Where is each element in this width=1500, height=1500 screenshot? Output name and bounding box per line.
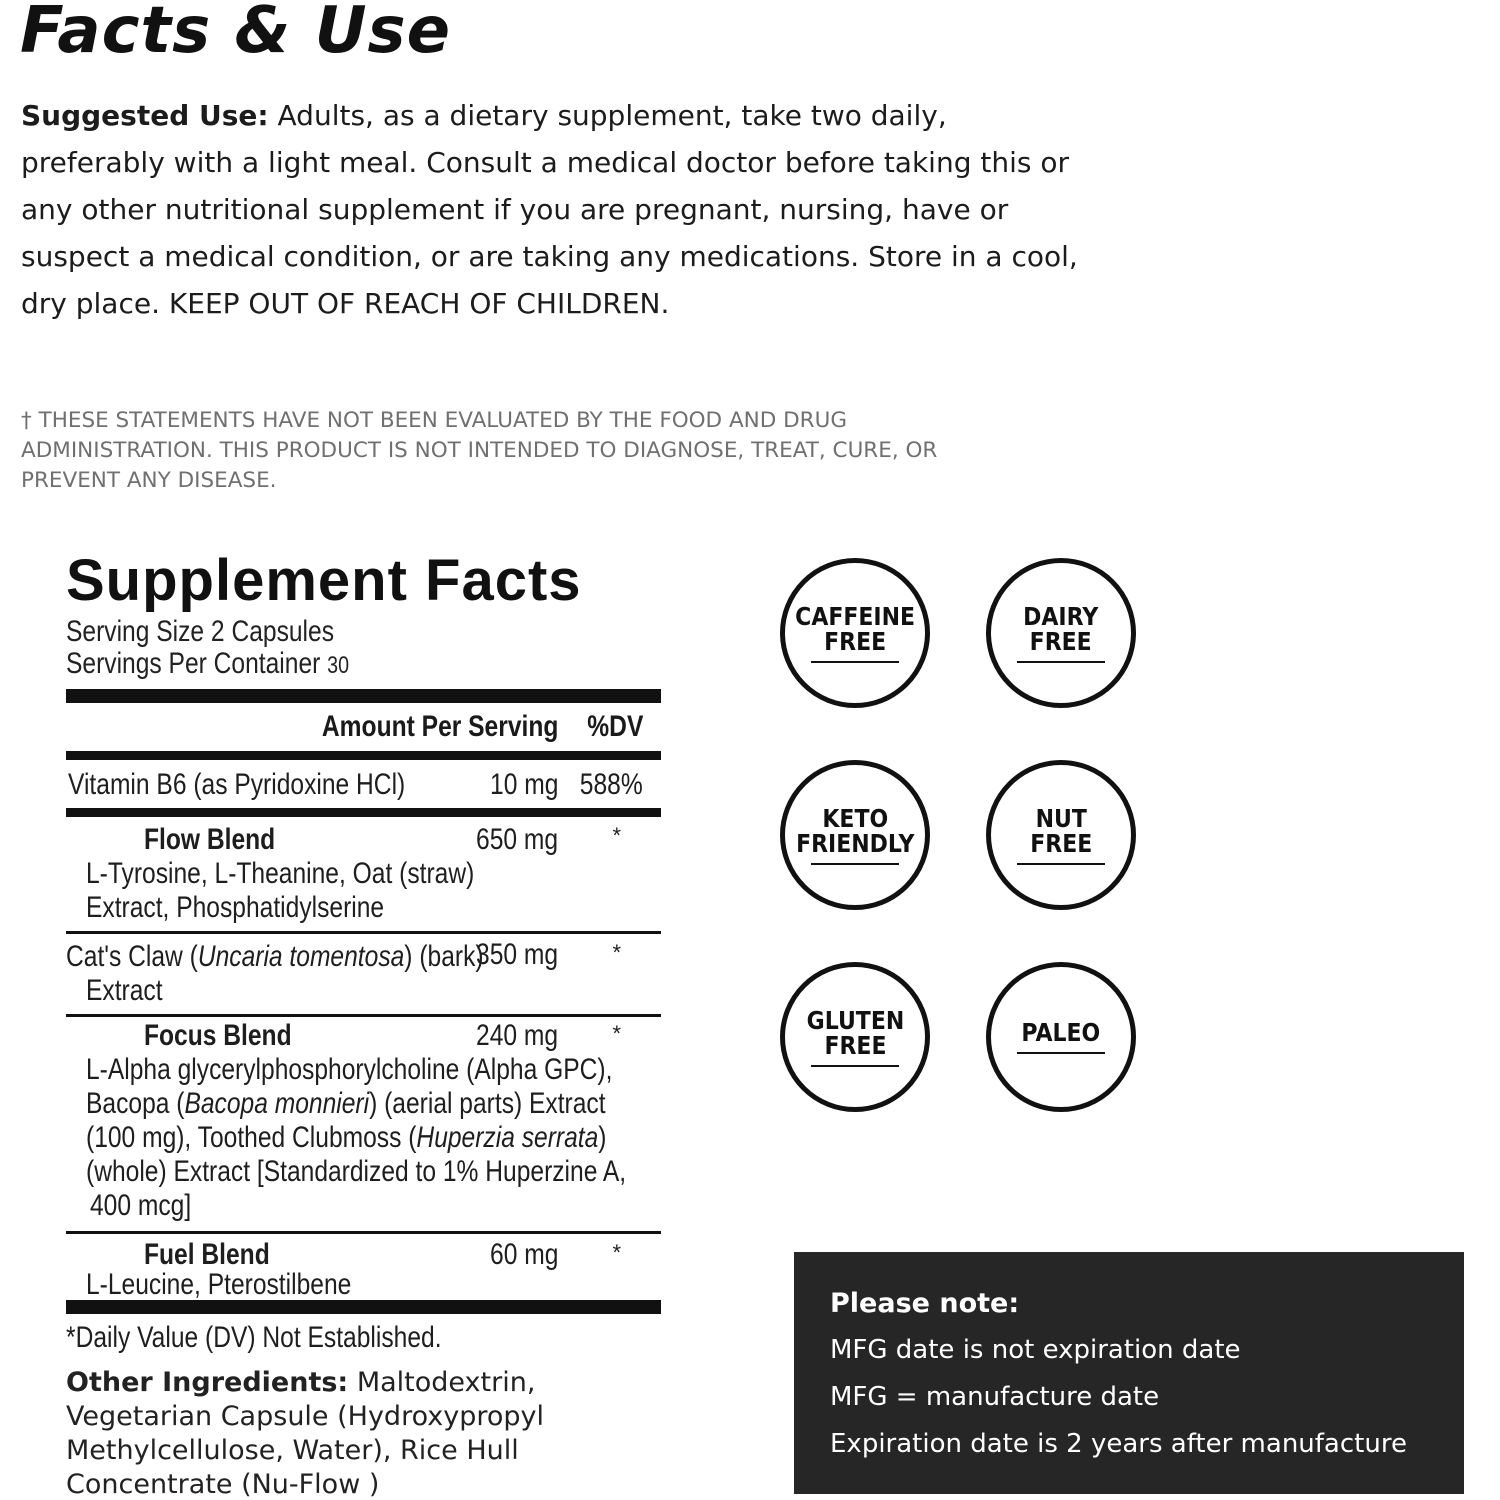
table-row [66,760,661,808]
suggested-use-label: Suggested Use: [21,99,269,132]
flow-blend-ingredients-1: L-Tyrosine, L-Theanine, Oat (straw) [86,857,475,890]
mfg-date-note-box [794,1252,1464,1494]
suggested-use-text: Adults, as a dietary supplement, take two daily, preferably with a light meal. Consult a medical doctor before taking this or any other nutritional supplement if you are pregnant, nursing, have or suspect a medical condition, or are taking any medications. Store in a cool, dry place. KEEP OUT OF REACH OF CHILDREN. [21,99,1078,320]
badge-underline [1017,1052,1105,1054]
focus-blend-dv: * [612,1021,621,1046]
divider-thick [66,1300,661,1314]
focus-blend-ingredients-4: (whole) Extract [Standardized to 1% Huperzine A, [86,1155,627,1188]
table-row [66,1234,661,1300]
badge-label: PALEO [1021,1018,1101,1047]
cats-claw-dv: * [612,940,621,965]
caffeine-free-badge [780,558,930,708]
badge-underline [1017,661,1105,663]
focus-blend-ingredients-2 [86,1087,606,1121]
vitamin-dv: 588% [580,768,643,801]
badge-label: GLUTEN FREE [806,1005,904,1060]
flow-blend-dv: * [612,823,621,848]
divider-thick [66,689,661,703]
cats-claw-suffix: ) (bark) [404,940,484,973]
note-line: MFG date is not expiration date [830,1335,1241,1365]
focus-line3-pre: (100 mg), Toothed Clubmoss ( [86,1121,417,1154]
nut-free-badge [986,760,1136,910]
badge-underline [1017,863,1105,865]
other-ingredients [66,1366,661,1500]
fuel-blend-dv: * [612,1240,621,1265]
fda-disclaimer: † THESE STATEMENTS HAVE NOT BEEN EVALUATED BY THE FOOD AND DRUG ADMINISTRATION. THIS PRODUCT IS NOT INTENDED TO DIAGNOSE, TREAT, CURE, OR PREVENT ANY DISEASE. [21,408,938,493]
fuel-blend-amount: 60 mg [489,1238,558,1271]
badge-underline [811,863,899,865]
dairy-free-badge [986,558,1136,708]
keto-friendly-badge [780,760,930,910]
other-ingredients-text: Maltodextrin, Vegetarian Capsule (Hydroxypropyl Methylcellulose, Water), Rice Hull Concentrate (Nu-Flow ) [66,1367,545,1500]
facts-title: Supplement Facts [66,548,582,613]
dv-note [66,1320,661,1356]
supplement-facts-panel [66,546,661,1500]
badge-label: KETO FRIENDLY [795,803,915,858]
badge-label: DAIRY FREE [1023,601,1099,656]
focus-line3-post: ) [598,1121,607,1154]
focus-blend-ingredients-1: L-Alpha glycerylphosphorylcholine (Alpha GPC), [86,1053,613,1086]
cats-claw-latin: Uncaria tomentosa [197,940,405,973]
focus-blend-ingredients-3 [86,1121,606,1155]
header-dv: %DV [586,710,643,743]
focus-blend-amount: 240 mg [475,1019,558,1052]
badge-label: CAFFEINE FREE [795,601,915,656]
servings-per-container [66,648,661,682]
flow-blend-ingredients-2: Extract, Phosphatidylserine [86,891,385,924]
focus-line2-pre: Bacopa ( [86,1087,185,1120]
vitamin-name: Vitamin B6 (as Pyridoxine HCl) [68,768,406,801]
fuel-blend-name: Fuel Blend [144,1238,270,1271]
table-row [66,817,661,931]
badge-underline [811,661,899,663]
cats-claw-prefix: Cat's Claw ( [66,940,198,973]
gluten-free-badge [780,962,930,1112]
servings-label: Servings Per Container [66,647,321,680]
servings-per-container-text [66,648,349,682]
divider-medium [66,808,661,817]
badge-label: NUT FREE [1029,803,1093,858]
table-row [66,934,661,1014]
flow-blend-name: Flow Blend [144,823,276,856]
cats-claw-extract: Extract [86,974,163,1007]
dv-note-text: *Daily Value (DV) Not Established. [66,1321,442,1354]
serving-size [66,616,661,648]
other-ingredients-label: Other Ingredients: [66,1367,349,1398]
focus-line2-latin: Bacopa monnieri [184,1087,370,1120]
servings-value: 30 [327,652,350,679]
cats-claw-amount: 350 mg [475,938,558,971]
table-header [66,703,661,751]
vitamin-amount: 10 mg [489,768,558,801]
badge-underline [811,1065,899,1067]
focus-line3-latin: Huperzia serrata [416,1121,599,1154]
serving-size-text: Serving Size 2 Capsules [66,615,335,648]
note-title: Please note: [830,1288,1020,1319]
note-line: MFG = manufacture date [830,1382,1160,1412]
note-line: Expiration date is 2 years after manufacture [830,1429,1407,1459]
focus-blend-name: Focus Blend [144,1019,292,1052]
paleo-badge [986,962,1136,1112]
divider-medium [66,751,661,760]
fuel-blend-ingredients: L-Leucine, Pterostilbene [86,1268,352,1301]
suggested-use-paragraph [21,92,1081,327]
focus-blend-ingredients-5: 400 mcg] [90,1189,192,1222]
page-title: Facts & Use [20,0,452,68]
table-row [66,1017,661,1231]
header-amount: Amount Per Serving [321,710,558,743]
flow-blend-amount: 650 mg [475,823,558,856]
focus-line2-post: ) (aerial parts) Extract [369,1087,606,1120]
cats-claw-name [66,940,484,974]
